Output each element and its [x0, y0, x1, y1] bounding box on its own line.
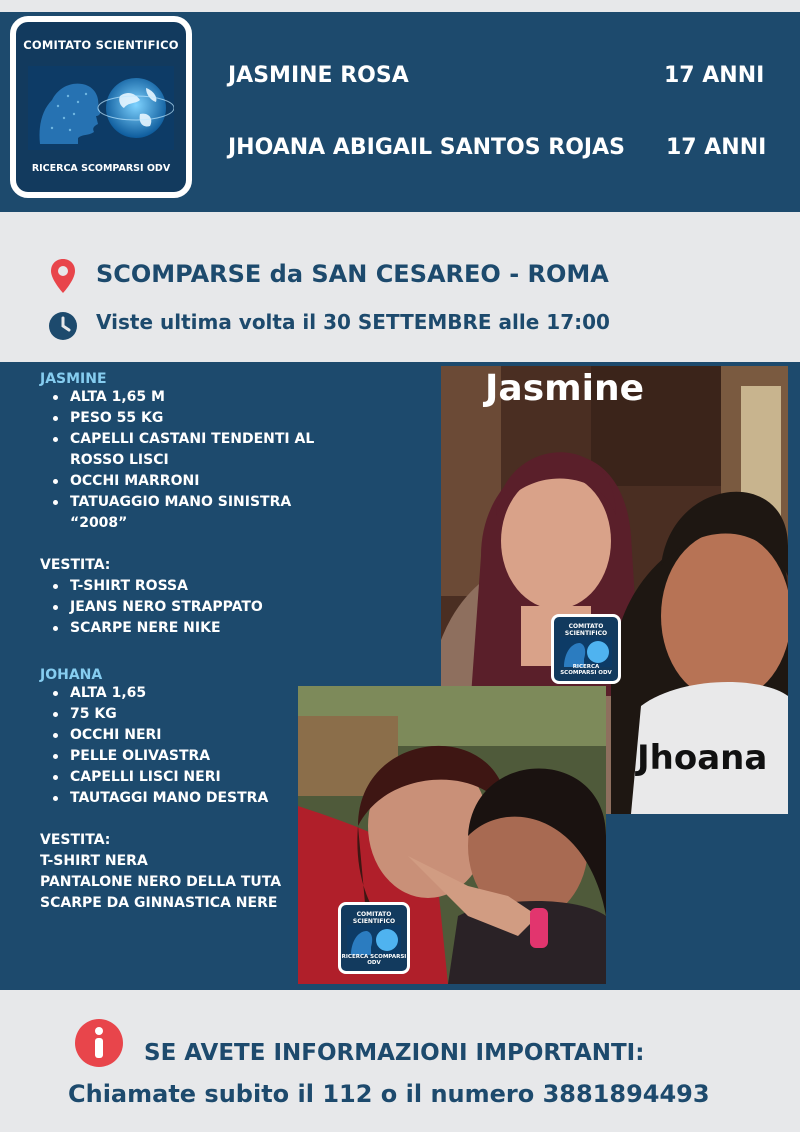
last-seen-time: Viste ultima volta il 30 SETTEMBRE alle 17:00 — [96, 310, 610, 334]
top-strip — [0, 0, 800, 12]
watermark-bottom-text: RICERCA SCOMPARSI ODV — [341, 954, 407, 966]
globe-icon — [347, 925, 401, 955]
person1-name: JASMINE ROSA — [228, 63, 409, 88]
johana-clothes-list — [40, 851, 300, 914]
photo-watermark-logo — [338, 902, 410, 974]
missing-location: SCOMPARSE da SAN CESAREO - ROMA — [96, 260, 609, 288]
head-globe-icon — [28, 66, 174, 150]
list-item: PANTALONE NERO DELLA TUTA — [40, 874, 282, 890]
johana-details-list — [40, 683, 300, 809]
clock-icon — [48, 311, 78, 341]
watermark-top-text: COMITATO SCIENTIFICO — [352, 911, 396, 925]
footer-headline: SE AVETE INFORMAZIONI IMPORTANTI: — [144, 1040, 645, 1066]
logo-bottom-text: RICERCA SCOMPARSI ODV — [31, 163, 171, 174]
jasmine-clothes-list — [40, 576, 340, 639]
jasmine-title: JASMINE — [40, 371, 107, 387]
list-item: SCARPE DA GINNASTICA NERE — [40, 895, 278, 911]
globe-icon — [560, 637, 612, 667]
jasmine-clothes-title: VESTITA: — [40, 557, 111, 573]
label-jasmine: Jasmine — [485, 368, 645, 409]
johana-clothes-title: VESTITA: — [40, 832, 111, 848]
watermark-top-text: COMITATO SCIENTIFICO — [564, 623, 608, 637]
person1-age: 17 ANNI — [664, 63, 765, 88]
list-item: PELLE OLIVASTRA — [70, 746, 300, 767]
photo-watermark-logo — [551, 614, 621, 684]
photo-together — [298, 686, 606, 984]
location-pin-icon — [50, 258, 76, 294]
list-item: ALTA 1,65 M — [70, 387, 340, 408]
johana-section — [40, 667, 300, 914]
list-item: OCCHI MARRONI — [70, 471, 340, 492]
list-item: ALTA 1,65 — [70, 683, 300, 704]
info-icon — [74, 1018, 124, 1068]
jasmine-details-list — [40, 387, 340, 534]
watermark-bottom-text: RICERCA SCOMPARSI ODV — [560, 664, 612, 676]
list-item: TAUTAGGI MANO DESTRA — [70, 788, 300, 809]
person2-age: 17 ANNI — [666, 135, 767, 160]
person2-name: JHOANA ABIGAIL SANTOS ROJAS — [228, 135, 625, 160]
list-item: OCCHI NERI — [70, 725, 300, 746]
list-item: JEANS NERO STRAPPATO — [70, 597, 340, 618]
list-item: TATUAGGIO MANO SINISTRA “2008” — [70, 492, 340, 534]
list-item: CAPELLI LISCI NERI — [70, 767, 300, 788]
list-item: CAPELLI CASTANI TENDENTI AL ROSSO LISCI — [70, 429, 340, 471]
organization-logo — [10, 16, 192, 198]
list-item: 75 KG — [70, 704, 300, 725]
list-item: PESO 55 KG — [70, 408, 340, 429]
jasmine-section — [40, 371, 340, 639]
list-item: T-SHIRT NERA — [40, 853, 148, 869]
list-item: T-SHIRT ROSSA — [70, 576, 340, 597]
johana-title: JOHANA — [40, 667, 103, 683]
label-jhoana: Jhoana — [637, 738, 768, 778]
list-item: SCARPE NERE NIKE — [70, 618, 340, 639]
footer-contact: Chiamate subito il 112 o il numero 3881894493 — [68, 1080, 710, 1108]
logo-top-text: COMITATO SCIENTIFICO — [23, 38, 179, 52]
